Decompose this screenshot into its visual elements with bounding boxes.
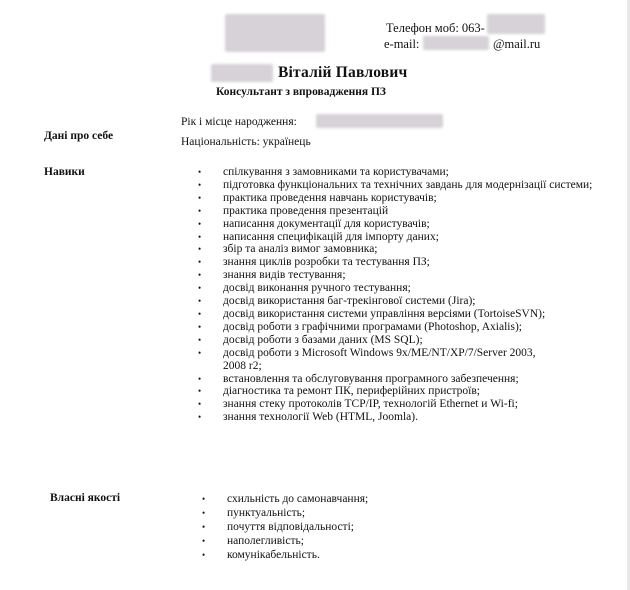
list-item: • написання специфікацій для імпорту даних; (223, 231, 595, 244)
redacted-surname (211, 64, 273, 82)
about-heading: Дані про себе (44, 130, 114, 142)
email-domain: @mail.ru (493, 37, 541, 51)
list-item: • досвід роботи з графічними програмами (Photoshop, Axialis); (223, 321, 595, 334)
list-item: • встановлення та обслуговування програмного забезпечення; (223, 373, 595, 386)
list-item: • досвід використання системи управління версіями (TortoiseSVN); (223, 308, 595, 321)
candidate-name: Віталій Павлович (278, 64, 408, 81)
list-item: • почуття відповідальності; (227, 520, 527, 534)
redacted-email-user (423, 36, 489, 50)
birth-label: Рік і місце народження: (181, 116, 297, 128)
list-item: • знання технології Web (HTML, Joomla). (223, 411, 595, 424)
redacted-photo-block (225, 14, 325, 52)
skills-list (223, 166, 595, 424)
redacted-phone (487, 14, 545, 34)
list-item: • знання видів тестування; (223, 269, 595, 282)
list-item: • комунікабельність. (227, 548, 527, 562)
list-item: • наполегливість; (227, 534, 527, 548)
skills-heading: Навики (44, 166, 85, 178)
phone-label: Телефон моб: 063- (386, 21, 485, 35)
list-item: • досвід роботи з базами даних (MS SQL); (223, 334, 595, 347)
list-item: • підготовка функціональних та технічних завдань для модернізації системи; (223, 179, 595, 192)
nationality-line: Національність: українець (181, 136, 311, 148)
list-item: • пунктуальність; (227, 506, 527, 520)
list-item: • практика проведення навчань користувачів; (223, 192, 595, 205)
list-item: • збір та аналіз вимог замовника; (223, 243, 595, 256)
list-item: • написання документації для користувачів; (223, 218, 595, 231)
list-item: • досвід роботи з Microsoft Windows 9x/ME/NT/XP/7/Server 2003, 2008 r2; (223, 347, 553, 373)
list-item: • практика проведення презентацій (223, 205, 595, 218)
redacted-birth-data (316, 114, 443, 128)
qualities-list (227, 492, 527, 562)
list-item: • схильність до самонавчання; (227, 492, 527, 506)
list-item: • знання стеку протоколів TCP/IP, технологій Ethernet и Wi-fi; (223, 398, 595, 411)
qualities-heading: Власні якості (50, 492, 121, 504)
list-item: • діагностика та ремонт ПК, периферійних пристроїв; (223, 385, 595, 398)
list-item: • спілкування з замовниками та користувачами; (223, 166, 595, 179)
candidate-role: Консультант з впровадження ПЗ (216, 86, 386, 98)
list-item: • досвід виконання ручного тестування; (223, 282, 595, 295)
list-item: • досвід використання баг-трекінгової системи (Jira); (223, 295, 595, 308)
email-label: e-mail: (384, 37, 420, 51)
list-item: • знання циклів розробки та тестування ПЗ; (223, 256, 595, 269)
